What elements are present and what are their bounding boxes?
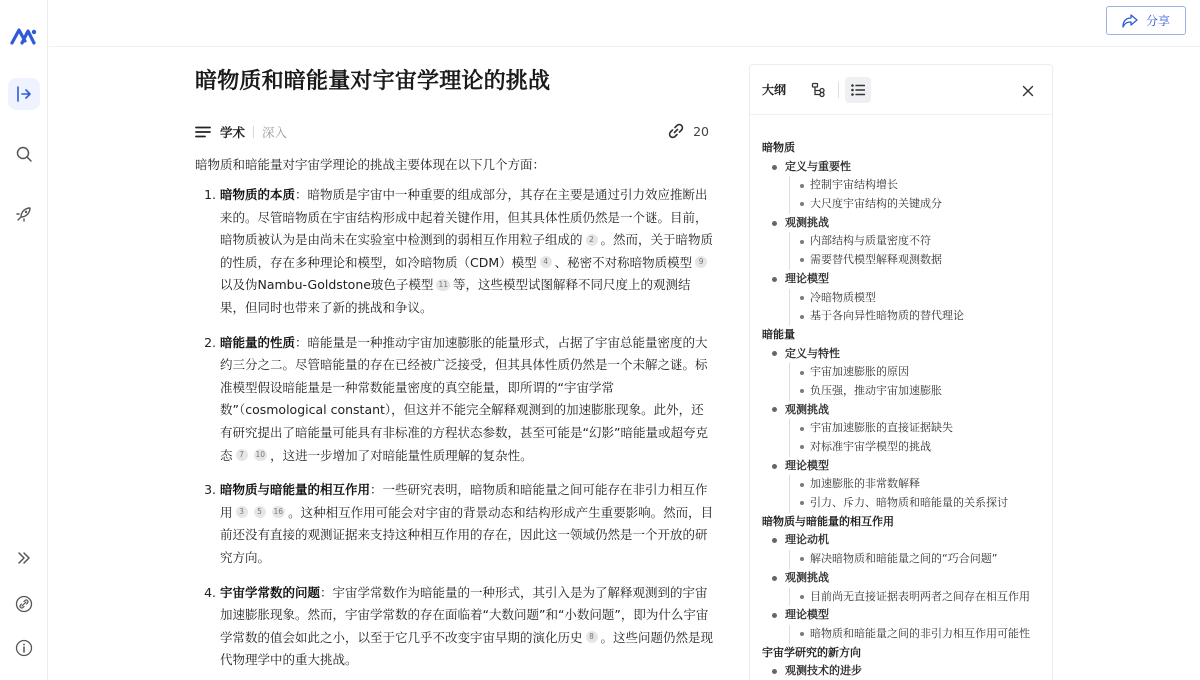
outline-item-label: 宇宙加速膨胀的原因: [810, 365, 909, 379]
reference-count: 20: [693, 123, 709, 139]
outline-section[interactable]: 暗物质与暗能量的相互作用: [762, 514, 894, 528]
outline-item[interactable]: [789, 438, 1052, 457]
outline-subsection-label: 观测技术的进步: [785, 664, 862, 678]
citation-badge[interactable]: 5: [254, 506, 266, 518]
point-text: 。然而，关于暗物质的性质，存在多种理论和模型，如冷暗物质（CDM）模型: [220, 232, 714, 270]
outline-item-label: 暗物质和暗能量之间的非引力相互作用可能性: [810, 626, 1030, 640]
close-button[interactable]: [1022, 82, 1034, 101]
outline-item[interactable]: [789, 625, 1052, 644]
meta-divider: [253, 126, 254, 138]
outline-item[interactable]: [789, 251, 1052, 270]
citation-badge[interactable]: 2: [586, 234, 598, 246]
outline-subsection[interactable]: [762, 531, 1052, 550]
points-list: [195, 184, 715, 672]
outline-subsection-label: 理论模型: [785, 608, 829, 622]
outline-item[interactable]: [789, 550, 1052, 569]
list-view-button[interactable]: [845, 77, 871, 103]
outline-title: 大纲: [762, 83, 787, 97]
point-text: 、秘密不对称暗物质模型: [554, 254, 693, 270]
share-label: 分享: [1145, 14, 1170, 28]
depth-label[interactable]: 深入: [262, 125, 288, 140]
login-icon[interactable]: [8, 78, 40, 110]
list-item: [220, 184, 715, 320]
outline-section[interactable]: 宇宙学研究的新方向: [762, 645, 861, 659]
outline-item[interactable]: [789, 419, 1052, 438]
outline-section[interactable]: 暗物质: [762, 141, 795, 154]
outline-subsection-label: 理论动机: [785, 533, 829, 547]
search-icon[interactable]: [8, 138, 40, 170]
category-label[interactable]: 学术: [220, 125, 246, 140]
outline-subsection[interactable]: [762, 270, 1052, 289]
outline-subsection[interactable]: [762, 214, 1052, 233]
page-title: 暗物质和暗能量对宇宙学理论的挑战: [195, 69, 551, 94]
outline-item-label: 冷暗物质模型: [810, 290, 876, 304]
point-text: ：一些研究表明，暗物质和暗能量之间可能存在非引力相互作用: [220, 482, 708, 520]
close-icon: [1022, 85, 1034, 97]
outline-item-label: 对标准宇宙学模型的挑战: [810, 440, 931, 453]
outline-item[interactable]: [789, 382, 1052, 401]
outline-subsection-label: 定义与特性: [785, 346, 840, 360]
header-divider: [49, 46, 1200, 47]
outline-item-label: 需要替代模型解释观测数据: [810, 253, 942, 267]
outline-subsection-label: 理论模型: [785, 458, 829, 472]
outline-item[interactable]: [789, 475, 1052, 494]
point-text: 等，这些模型试图解释不同尺度上的观测结果，但同时也带来了新的挑战和争议。: [220, 277, 691, 315]
citation-badge[interactable]: 9: [695, 256, 707, 268]
outline-subsection[interactable]: [762, 606, 1052, 625]
outline-panel: [749, 64, 1053, 680]
outline-item-label: 内部结构与质量密度不符: [810, 234, 931, 248]
list-item: [220, 332, 715, 468]
list-item: [220, 582, 715, 672]
rocket-icon[interactable]: [8, 198, 40, 230]
point-heading: 暗物质的本质: [220, 187, 296, 202]
outline-subsection[interactable]: [762, 158, 1052, 177]
citation-badge[interactable]: 10: [255, 450, 266, 460]
references-button[interactable]: [667, 122, 709, 140]
outline-item[interactable]: [789, 307, 1052, 326]
outline-subsection[interactable]: [762, 345, 1052, 364]
article-meta: [195, 122, 715, 142]
outline-subsection-label: 观测挑战: [785, 570, 829, 584]
outline-item-label: 宇宙加速膨胀的直接证据缺失: [810, 421, 953, 435]
outline-header: [750, 65, 1052, 115]
link-icon[interactable]: [8, 588, 40, 620]
info-icon[interactable]: [8, 632, 40, 664]
outline-item-label: 控制宇宙结构增长: [810, 178, 898, 192]
outline-subsection[interactable]: [762, 457, 1052, 476]
outline-item-label: 解决暗物质和暗能量之间的“巧合问题”: [810, 552, 998, 566]
point-text: 以及伪Nambu-Goldstone玻色子模型: [220, 277, 434, 293]
outline-item-label: 基于各向异性暗物质的替代理论: [810, 309, 964, 323]
outline-tree: [750, 115, 1052, 680]
point-text: 。这些问题仍然是现代物理学中的重大挑战。: [220, 629, 714, 668]
expand-icon[interactable]: [8, 542, 40, 574]
outline-subsection-label: 观测挑战: [785, 402, 829, 416]
share-icon: [1122, 14, 1138, 28]
outline-section[interactable]: 暗能量: [762, 327, 795, 341]
point-text: 。这种相互作用可能会对宇宙的背景动态和结构形成产生重要影响。然而，目前还没有直接的观测证据来支持这种相互作用的存在，因此这一领域仍然是一个开放的研究方向。: [220, 504, 714, 565]
outline-subsection-label: 观测挑战: [785, 215, 829, 229]
point-text: ：宇宙学常数作为暗能量的一种形式，其引入是为了解释观测到的宇宙加速膨胀现象。然而，宇宙学常数的存在面临着“大数问题”和“小数问题”，即为什么宇宙学常数的值会如此之小，以至于它几乎不改变宇宙早期的演化历史: [220, 584, 709, 645]
point-heading: 暗能量的性质: [220, 334, 296, 350]
point-heading: 宇宙学常数的问题: [220, 584, 321, 600]
outline-item[interactable]: [789, 289, 1052, 308]
outline-item[interactable]: [789, 494, 1052, 513]
share-button[interactable]: [1106, 6, 1186, 35]
citation-badge[interactable]: 3: [236, 506, 248, 518]
mindmap-view-button[interactable]: [806, 77, 832, 103]
list-icon: [851, 84, 865, 96]
text-lines-icon: [195, 126, 211, 138]
outline-item-label: 负压强，推动宇宙加速膨胀: [810, 383, 942, 397]
outline-subsection-label: 定义与重要性: [785, 159, 851, 173]
list-item: [220, 479, 715, 569]
left-rail: [0, 0, 48, 680]
citation-badge[interactable]: 4: [540, 256, 552, 268]
link-icon: [667, 122, 685, 140]
logo-icon[interactable]: [8, 20, 40, 52]
article: [195, 64, 715, 680]
point-heading: 暗物质与暗能量的相互作用: [220, 482, 371, 498]
outline-subsection[interactable]: [762, 401, 1052, 420]
header-divider: [838, 82, 839, 98]
outline-item-label: 目前尚无直接证据表明两者之间存在相互作用: [810, 589, 1030, 603]
outline-item[interactable]: [789, 176, 1052, 195]
point-text: ：暗物质是宇宙中一种重要的组成部分，其存在主要是通过引力效应推断出来的。尽管暗物质在宇宙结构形成中起着关键作用，但其具体性质仍然是一个谜。目前，暗物质被认为是由尚未在实验室中检测到的弱相互作用粒子组成的: [220, 187, 708, 248]
outline-item[interactable]: [789, 363, 1052, 382]
citation-badge[interactable]: 16: [273, 507, 284, 517]
outline-item[interactable]: [789, 232, 1052, 251]
outline-item-label: 引力、斥力、暗物质和暗能量的关系探讨: [810, 496, 1008, 510]
outline-subsection-label: 理论模型: [785, 271, 829, 285]
outline-item[interactable]: [789, 195, 1052, 214]
citation-badge[interactable]: 11: [438, 279, 448, 289]
mindmap-icon: [811, 82, 827, 98]
outline-subsection[interactable]: [762, 662, 1052, 680]
citation-badge[interactable]: 8: [586, 631, 598, 643]
citation-badge[interactable]: 7: [236, 449, 248, 461]
point-text: ：暗能量是一种推动宇宙加速膨胀的能量形式，占据了宇宙总能量密度的大约三分之二。尽管暗能量的存在已经被广泛接受，但其具体性质仍然是一个未解之谜。标准模型假设暗能量是一种常数能量密度的真空能量，即所谓的“宇宙学常数”（cosmological constant），但这并不能完全解释观测到的加速膨胀现象。此外，还有研究提出了暗能量可能具有非标准的方程状态参数，甚至可能是“幻影”暗能量或超夸克态: [220, 334, 708, 463]
outline-item-label: 加速膨胀的非常数解释: [810, 477, 920, 491]
outline-item[interactable]: [789, 588, 1052, 607]
outline-item-label: 大尺度宇宙结构的关键成分: [810, 197, 942, 211]
outline-subsection[interactable]: [762, 569, 1052, 588]
point-text: ，这进一步增加了对暗能量性质理解的复杂性。: [270, 447, 533, 463]
intro-text: 暗物质和暗能量对宇宙学理论的挑战主要体现在以下几个方面：: [195, 157, 546, 172]
